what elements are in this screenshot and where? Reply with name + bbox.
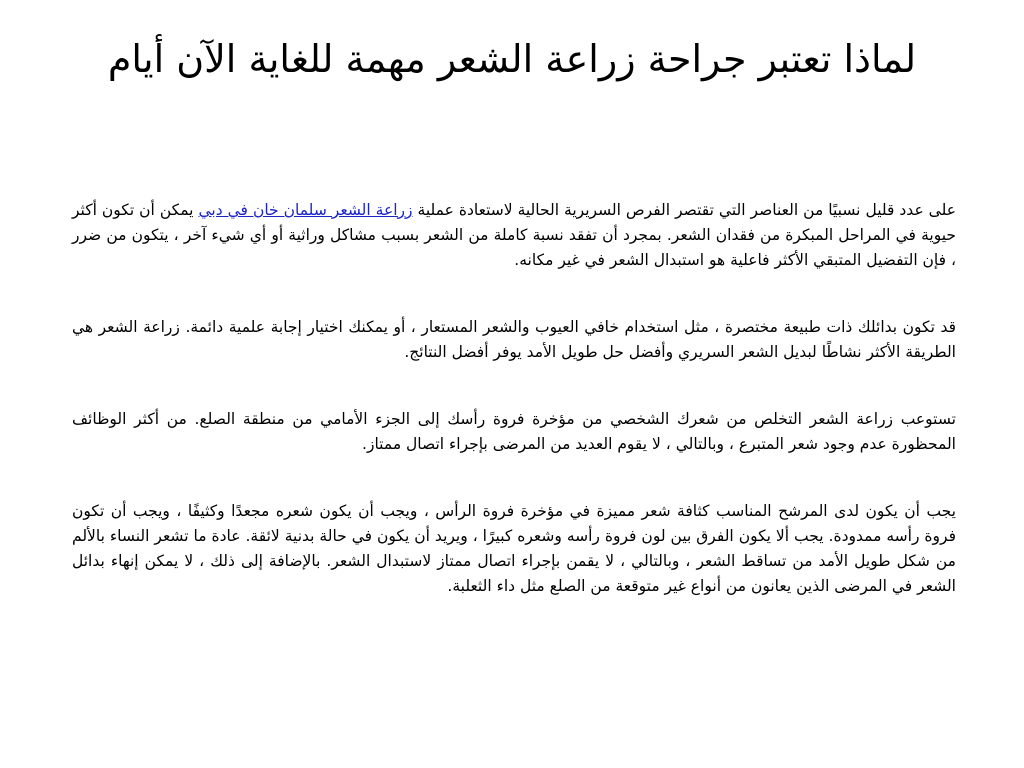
paragraph-1-text-after-link: يمكن أن تكون أكثر حيوية في المراحل المبكرة من فقدان الشعر. بمجرد أن تفقد نسبة كاملة من الشعر بسبب مشاكل وراثية أو أي شيء آخر ، يتكون من ضرر ، فإن التفضيل المتبقي الأكثر فاعلية هو استبدال الشعر في غير مكانه. (72, 201, 956, 269)
slide-title: لماذا تعتبر جراحة زراعة الشعر مهمة للغاية الآن أيام (107, 37, 917, 81)
hair-transplant-link[interactable]: زراعة الشعر سلمان خان في دبي (198, 201, 413, 219)
paragraph-1-text-before-link: على عدد قليل نسبيًا من العناصر التي تقتصر الفرص السريرية الحالية لاستعادة عملية (412, 201, 956, 219)
paragraph-3: تستوعب زراعة الشعر التخلص من شعرك الشخصي من مؤخرة فروة رأسك إلى الجزء الأمامي من منطقة الصلع. من أكثر الوظائف المحظورة عدم وجود شعر المتبرع ، وبالتالي ، لا يقوم العديد من المرضى بإجراء اتصال ممتاز. (72, 410, 956, 453)
paragraph-1 (72, 198, 956, 273)
paragraph-2: قد تكون بدائلك ذات طبيعة مختصرة ، مثل استخدام خافي العيوب والشعر المستعار ، أو يمكنك اختيار إجابة علمية دائمة. زراعة الشعر هي الطريقة الأكثر نشاطًا لبديل الشعر السريري وأفضل حل طويل الأمد يوفر أفضل النتائج. (72, 318, 956, 361)
paragraph-4: يجب أن يكون لدى المرشح المناسب كثافة شعر مميزة في مؤخرة فروة الرأس ، ويجب أن يكون شعره مجعدًا وكثيفًا ، ويجب أن تكون فروة رأسه ممدودة. يجب ألا يكون الفرق بين لون فروة رأسه وشعره كبيرًا ، ويريد أن يكون في حالة بدنية لائقة. عادة ما تشعر النساء بالألم من شكل طويل الأمد من تساقط الشعر ، وبالتالي ، لا يقمن بإجراء اتصال ممتاز لاستبدال الشعر. بالإضافة إلى ذلك ، لا يمكن إنهاء بدائل الشعر في المرضى الذين يعانون من أنواع غير متوقعة من الصلع مثل داء الثعلبة. (72, 502, 956, 595)
slide-body (72, 198, 956, 641)
